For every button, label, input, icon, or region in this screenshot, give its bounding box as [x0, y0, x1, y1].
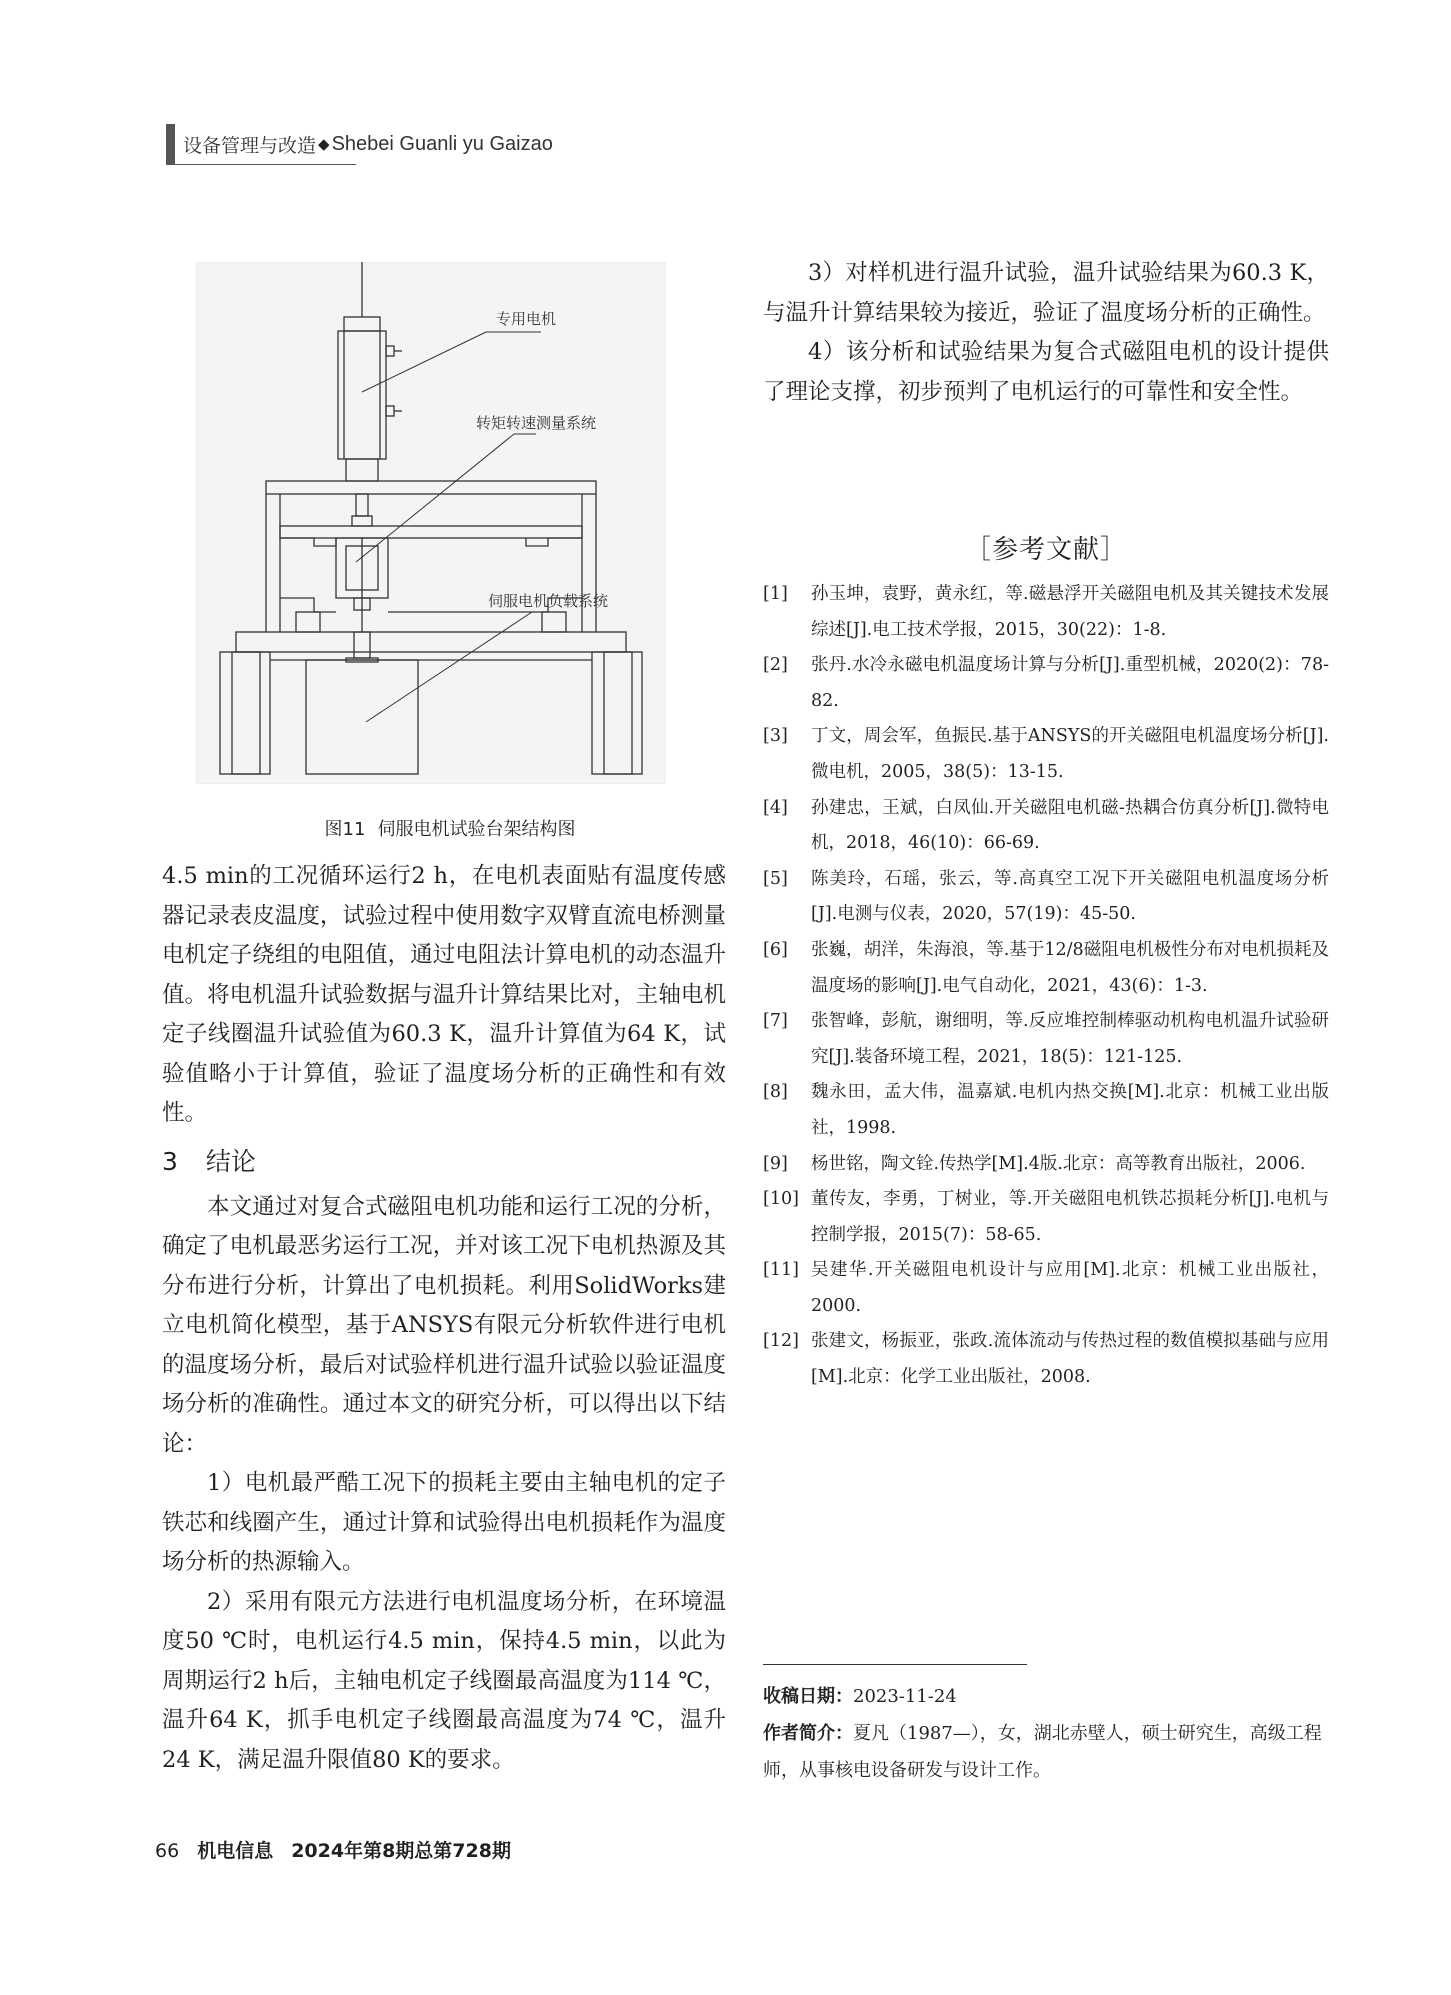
paragraph-conclusion-1: 1）电机最严酷工况下的损耗主要由主轴电机的定子铁芯和线圈产生，通过计算和试验得出电机损耗作为温度场分析的热源输入。: [162, 1470, 726, 1575]
paragraph-conclusion-4: 4）该分析和试验结果为复合式磁阻电机的设计提供了理论支撑，初步预判了电机运行的可靠性和安全性。: [763, 339, 1329, 405]
page-number: 66: [155, 1840, 180, 1862]
journal-name-latin: Shebei Guanli yu Gaizao: [331, 132, 553, 155]
test-rig-figure: [196, 262, 666, 784]
footnote: [763, 1678, 1329, 1789]
paragraph-continued: 4.5 min的工况循环运行2 h，在电机表面贴有温度传感器记录表皮温度，试验过程中使用数字双臂直流电桥测量电机定子绕组的电阻值，通过电阻法计算电机的动态温升值。将电机温升试验数据与温升计算结果比对，主轴电机定子线圈温升试验值为60.3 K，温升计算值为64 K，试验值略小于计算值，验证了温度场分析的正确性和有效性。: [162, 863, 726, 1126]
label-torque: 转矩转速测量系统: [476, 414, 597, 432]
reference-item: [11] 吴建华.开关磁阻电机设计与应用[M].北京：机械工业出版社，2000.: [763, 1260, 1329, 1316]
footer-journal: 机电信息: [197, 1840, 274, 1862]
reference-item: [7] 张智峰，彭航，谢细明，等.反应堆控制棒驱动机构电机温升试验研究[J].装备环境工程，2021，18(5)：121-125.: [763, 1011, 1329, 1067]
reference-item: [2] 张丹.水冷永磁电机温度场计算与分析[J].重型机械，2020(2)：78-82.: [763, 655, 1329, 711]
paragraph-conclusion-2: 2）采用有限元方法进行电机温度场分析，在环境温度50 ℃时，电机运行4.5 min，保持4.5 min，以此为周期运行2 h后，主轴电机定子线圈最高温度为114 ℃，温升64 K，抓手电机定子线圈最高温度为74 ℃，温升24 K，满足温升限值80 K的要求。: [162, 1588, 726, 1773]
reference-item: [3] 丁文，周会军，鱼振民.基于ANSYS的开关磁阻电机温度场分析[J].微电机，2005，38(5)：13-15.: [763, 726, 1329, 782]
reference-item: [10] 董传友，李勇，丁树业，等.开关磁阻电机铁芯损耗分析[J].电机与控制学报，2015(7)：58-65.: [763, 1189, 1329, 1245]
header-bar: [166, 124, 175, 164]
footnote-rule: [763, 1664, 1027, 1665]
section-heading: [162, 1140, 726, 1184]
figure-number: 图11: [324, 819, 366, 840]
paragraph-conclusion-intro: 本文通过对复合式磁阻电机功能和运行工况的分析，确定了电机最恶劣运行工况，并对该工况下电机热源及其分布进行分析，计算出了电机损耗。利用SolidWorks建立电机简化模型，基于ANSYS有限元分析软件进行电机的温度场分析，最后对试验样机进行温升试验以验证温度场分析的准确性。通过本文的研究分析，可以得出以下结论：: [162, 1193, 726, 1457]
footer-issue: 2024年第8期总第728期: [291, 1840, 511, 1862]
reference-item: [5] 陈美玲，石瑶，张云，等.高真空工况下开关磁阻电机温度场分析[J].电测与仪表，2020，57(19)：45-50.: [763, 868, 1329, 925]
section-title: 结论: [205, 1146, 256, 1176]
references-list: [763, 577, 1329, 1396]
section-number: 3: [162, 1146, 178, 1176]
reference-item: [8] 魏永田，孟大伟，温嘉斌.电机内热交换[M].北京：机械工业出版社，1998.: [763, 1082, 1329, 1138]
left-column: [162, 857, 726, 1780]
reference-item: [6] 张巍，胡洋，朱海浪，等.基于12/8磁阻电机极性分布对电机损耗及温度场的影响[J].电气自动化，2021，43(6)：1-3.: [763, 939, 1329, 996]
reference-item: [4] 孙建忠，王斌，白凤仙.开关磁阻电机磁-热耦合仿真分析[J].微特电机，2018，46(10)：66-69.: [763, 797, 1329, 854]
author-bio: 作者简介：夏凡（1987—），女，湖北赤壁人，硕士研究生，高级工程师，从事核电设备研发与设计工作。: [763, 1723, 1322, 1781]
header-underline: [166, 164, 356, 165]
paragraph-conclusion-3: 3）对样机进行温升试验，温升试验结果为60.3 K，与温升计算结果较为接近，验证了温度场分析的正确性。: [763, 260, 1329, 326]
right-column: [763, 254, 1329, 412]
journal-name-cn: 设备管理与改造: [183, 134, 317, 157]
reference-item: [9] 杨世铭，陶文铨.传热学[M].4版.北京：高等教育出版社，2006.: [763, 1153, 1306, 1174]
reference-item: [1] 孙玉坤，袁野，黄永红，等.磁悬浮开关磁阻电机及其关键技术发展综述[J].电工技术学报，2015，30(22)：1-8.: [763, 584, 1329, 640]
received-date: 收稿日期：2023-11-24: [763, 1686, 957, 1707]
figure-caption: [166, 815, 734, 841]
running-header: [166, 124, 553, 164]
page-footer: [155, 1836, 511, 1863]
reference-item: [12] 张建文，杨振亚，张政.流体流动与传热过程的数值模拟基础与应用[M].北京：化学工业出版社，2008.: [763, 1331, 1329, 1388]
label-servo: 伺服电机负载系统: [488, 592, 609, 610]
figure-caption-text: 伺服电机试验台架结构图: [377, 819, 576, 840]
diamond-icon: ◆: [318, 135, 330, 153]
label-motor: 专用电机: [496, 310, 557, 328]
references-title: ［参考文献］: [964, 535, 1127, 565]
